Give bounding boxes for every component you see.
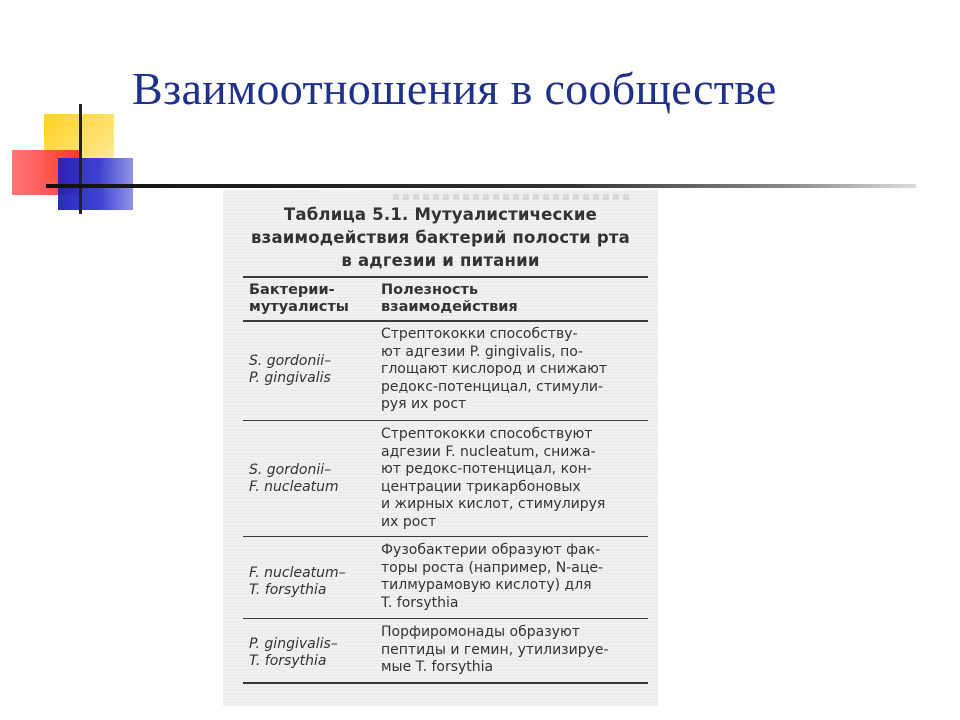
row2-benefit: Стрептококки способствуют адгезии F. nucleatum, снижа- ют редокс-потенцицал, кон- центрации трикарбоновых и жирных кислот, стимулируя их рост xyxy=(381,426,606,530)
row4-benefit: Порфиромонады образуют пептиды и гемин, утилизируе- мые T. forsythia xyxy=(381,624,609,675)
table-caption-line3: в адгезии и питании xyxy=(341,251,540,270)
row1-benefit: Стрептококки способству- ют адгезии P. gingivalis, по- глощают кислород и снижают редокс-потенцицал, стимули- руя их рост xyxy=(381,326,608,412)
row1-pair: S. gordonii– P. gingivalis xyxy=(249,353,332,386)
scanned-table xyxy=(223,190,658,706)
row3-pair: F. nucleatum– T. forsythia xyxy=(249,565,346,598)
header-benefit: Полезность взаимодействия xyxy=(381,282,518,315)
decor-vertical-line xyxy=(79,104,82,214)
table-caption-line2: взаимодействия бактерий полости рта xyxy=(251,228,630,247)
table-top-rule xyxy=(243,276,648,278)
slide-title: Взаимоотношения в сообществе xyxy=(132,63,777,114)
row2-rule xyxy=(243,536,648,537)
header-rule xyxy=(243,320,648,322)
row1-rule xyxy=(243,420,648,421)
table-caption-label: Таблица 5.1. xyxy=(283,205,409,224)
table-caption-title: Мутуалистические xyxy=(414,205,598,224)
title-underline xyxy=(46,184,916,188)
row3-benefit: Фузобактерии образуют фак- торы роста (например, N-аце- тилмурамовую кислоту) для T. forsythia xyxy=(381,542,604,611)
row4-pair: P. gingivalis– T. forsythia xyxy=(249,636,338,669)
table-caption-line1 xyxy=(223,204,658,226)
row3-rule xyxy=(243,618,648,619)
header-bacteria: Бактерии- мутуалисты xyxy=(249,282,349,315)
bleed-through-decor xyxy=(393,194,633,200)
table-bottom-rule xyxy=(243,682,648,684)
row2-pair: S. gordonii– F. nucleatum xyxy=(249,462,339,495)
